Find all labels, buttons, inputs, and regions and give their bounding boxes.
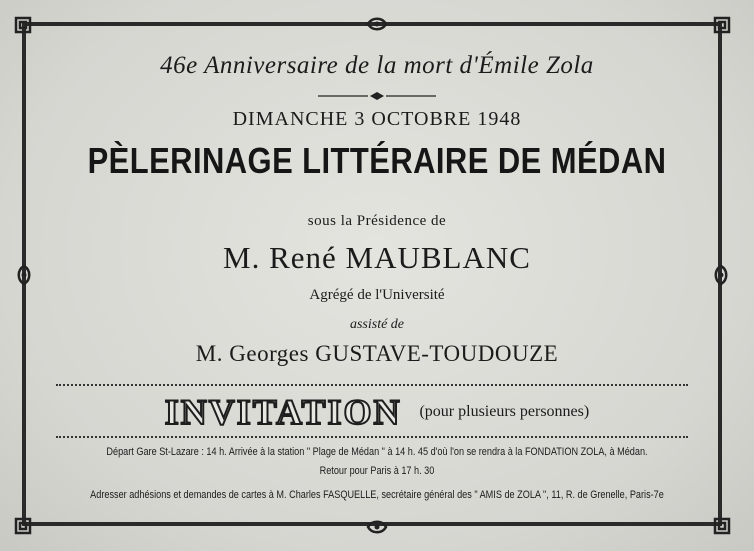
return-info-line: Retour pour Paris à 17 h. 30 bbox=[319, 465, 435, 477]
corner-ornament-icon bbox=[12, 14, 34, 36]
president-name: M. René MAUBLANC bbox=[223, 240, 531, 275]
anniversary-line: 46e Anniversaire de la mort d'Émile Zola bbox=[160, 52, 594, 79]
presidency-intro: sous la Présidence de bbox=[307, 213, 447, 229]
travel-info-line: Départ Gare St-Lazare : 14 h. Arrivée à la station " Plage de Médan " à 14 h. 45 d'où l'on se rendra à la FONDATION ZOLA, à Médan. bbox=[106, 446, 648, 458]
headline: PÈLERINAGE LITTÉRAIRE DE MÉDAN bbox=[87, 140, 667, 181]
corner-ornament-icon bbox=[12, 515, 34, 537]
invitation-title: INVITATION bbox=[164, 392, 402, 432]
corner-ornament-icon bbox=[711, 14, 733, 36]
dotted-divider bbox=[56, 436, 688, 438]
corner-ornament-icon bbox=[711, 515, 733, 537]
assistant-name: M. Georges GUSTAVE-TOUDOUZE bbox=[195, 341, 559, 366]
date-line: DIMANCHE 3 OCTOBRE 1948 bbox=[232, 108, 522, 130]
president-title: Agrégé de l'Université bbox=[309, 287, 445, 303]
side-ornament-icon bbox=[366, 516, 390, 538]
invitation-note: (pour plusieurs personnes) bbox=[419, 403, 590, 420]
contact-line: Adresser adhésions et demandes de cartes à M. Charles FASQUELLE, secrétaire général des " AMIS de ZOLA ", 11, R. de Grenelle, Paris-7e bbox=[90, 489, 664, 501]
invitation-row bbox=[0, 391, 754, 433]
dotted-divider bbox=[56, 384, 688, 386]
assisted-by: assisté de bbox=[349, 317, 405, 332]
side-ornament-icon bbox=[366, 13, 390, 35]
divider-ornament-icon bbox=[318, 92, 436, 100]
